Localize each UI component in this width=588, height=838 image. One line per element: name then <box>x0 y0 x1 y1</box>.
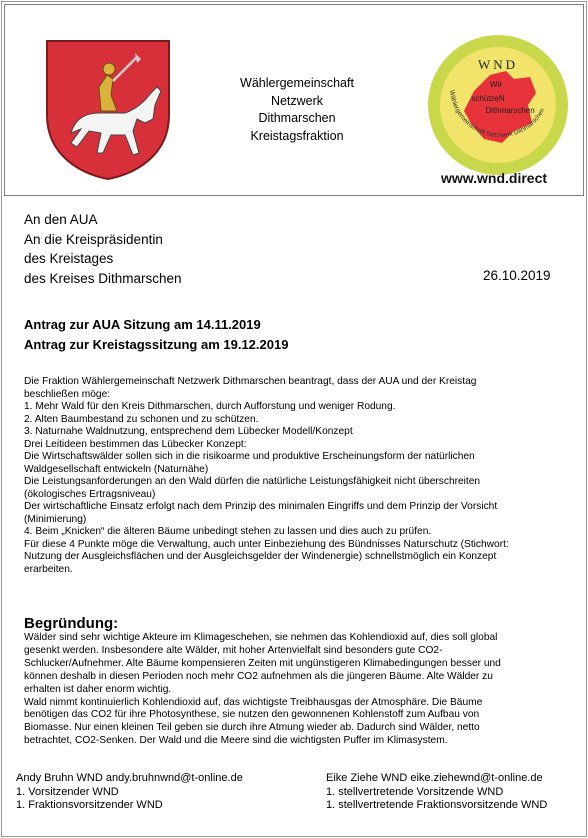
subject: Antrag zur AUA Sitzung am 14.11.2019 Antrag zur Kreistagssitzung am 19.12.2019 <box>24 317 289 352</box>
reason-heading: Begründung: <box>24 615 119 632</box>
organization-name: Wählergemeinschaft Netzwerk Dithmarschen Kreistagsfraktion <box>240 76 354 143</box>
logo-slogan-mid: schützeN <box>471 94 505 103</box>
logo-url: www.wnd.direct <box>440 170 548 186</box>
logo-region: Dithmarschen <box>485 106 535 115</box>
recipient-address: An den AUA An die Kreispräsidentin des Kreistages des Kreises Dithmarschen <box>24 212 182 286</box>
reason-text: Wälder sind sehr wichtige Akteure im Klimageschehen, sie nehmen das Kohlendioxid auf, dies soll global gesenkt werden. Insbesondere alte Wälder, mit hoher Artenvielfalt sind besonders gute CO2- Schlucker/Aufnehmer. Alte Bäume kompensieren Zeiten mit ungünstigeren Klimabedingungen besser und können deshalb in diesen Perioden noch mehr CO2 aufnehmen als die jüngeren Bäume. Alte Wälder zu erhalten ist daher enorm wichtig. Wald nimmt kontinuierlich Kohlendioxid auf, das wichtigste Treibhausgas der Atmosphäre. Die Bäume benötigen das CO2 für ihre Photosynthese, sie nutzen den gewonnenen Kohlenstoff zum Aufbau von Biomasse. Nur einen kleinen Teil geben sie durch ihre Atmung wieder ab. Dadurch sind Wälder, netto betrachtet, CO2-Senken. Der Wald und die Meere sind die wichtigsten Puffer im Klimasystem. <box>24 632 501 747</box>
signature-left: Andy Bruhn WND andy.bruhnwnd@t-online.de 1. Vorsitzender WND 1. Fraktionsvorsitzender WND <box>16 772 243 811</box>
letter-date: 26.10.2019 <box>483 268 551 283</box>
wnd-logo <box>410 31 582 195</box>
signature-right: Eike Ziehe WND eike.ziehewnd@t-online.de 1. stellvertretende Vorsitzende WND 1. stellvertretende Fraktionsvorsitzende WND <box>326 772 548 811</box>
letterhead <box>4 4 584 196</box>
logo-abbr: WND <box>477 57 519 72</box>
logo-slogan-top: Wir <box>490 80 502 89</box>
logo-ring-text: Wählergemeinschaft Netzwerk Dithmarschen <box>448 89 547 140</box>
motion-text: Die Fraktion Wählergemeinschaft Netzwerk Dithmarschen beantragt, dass der AUA und der Kreistag beschließen möge: 1. Mehr Wald für den Kreis Dithmarschen, durch Aufforstung und weniger Rodung. 2. Alten Baumbestand zu schonen und zu schützen. 3. Naturnahe Waldnutzung, entsprechend dem Lübecker Modell/Konzept Drei Leitideen bestimmen das Lübecker Konzept: Die Wirtschaftswälder sollen sich in die risikoarme und produktive Erscheinungsform der natürlichen Waldgesellschaft entwickeln (Naturnähe) Die Leistungsanforderungen an den Wald dürfen die natürliche Leistungsfähigkeit nicht überschreiten (ökologisches Ertragsniveau) Der wirtschaftliche Einsatz erfolgt nach dem Prinzip des minimalen Eingriffs und dem Prinzip der Vorsicht (Minimierung) 4. Beim „Knicken“ die älteren Bäume unbedingt stehen zu lassen und dies auch zu prüfen. Für diese 4 Punkte möge die Verwaltung, auch unter Einbeziehung des Bündnisses Naturschutz (Stichwort: Nutzung der Ausgleichsflächen und der Ausgleichsgelder der Windenergie) schnellstmöglich ein Konzept erarbeiten. <box>24 376 509 575</box>
coat-of-arms-icon <box>41 35 175 181</box>
